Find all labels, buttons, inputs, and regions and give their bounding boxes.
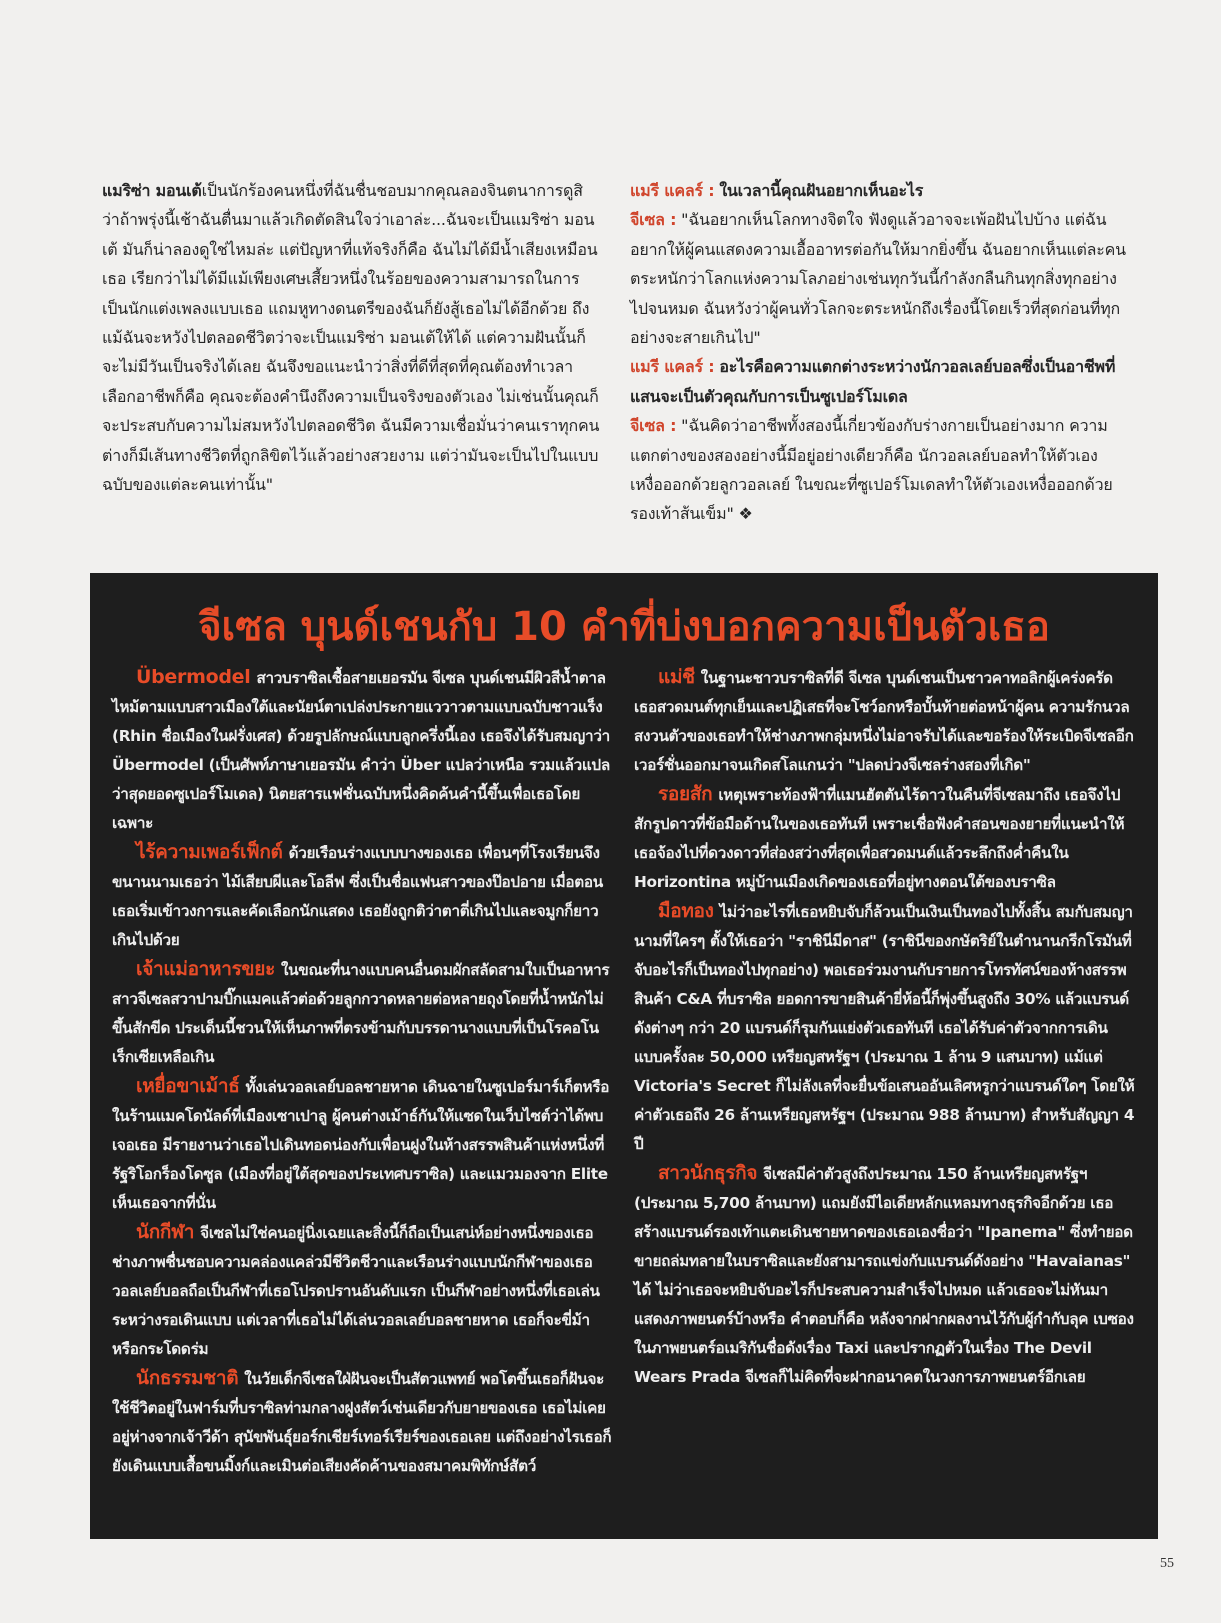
question-text: อะไรคือความแตกต่างระหว่างนักวอลเลย์บอลซึ่งเป็นอาชีพที่แสนจะเป็นตัวคุณกับการเป็นซูเปอร์โมเดล [630, 357, 1116, 406]
speaker-label: จีเซล : [630, 210, 677, 230]
sidebar-entry [112, 1364, 614, 1481]
entry-keyword: เหยื่อขาเม้าธ์ [136, 1075, 240, 1097]
sidebar-left-column [112, 663, 614, 1481]
question-2 [630, 352, 1130, 411]
sidebar-title: จีเซล บุนด์เชนกับ 10 คำที่บ่งบอกความเป็นตัวเธอ [198, 604, 1050, 650]
paragraph-text: เป็นนักร้องคนหนึ่งที่ฉันชื่นชอบมากคุณลองจินตนาการดูสิว่าถ้าพรุ่งนี้เช้าฉันตื่นมาแล้วเกิดตัดสินใจว่าเอาล่ะ...ฉันจะเป็นแมริซ่า มอนเต้ มันก็น่าลองดูใช่ไหมล่ะ แต่ปัญหาที่แท้จริงก็คือ ฉันไม่ได้มีน้ำเสียงเหมือนเธอ เรียกว่าไม่ได้มีแม้เพียงเศษเสี้ยวหนึ่งในร้อยของความสามารถในการเป็นนักแต่งเพลงแบบเธอ แถมหูทางดนตรีของฉันก็ยังสู้เธอไม่ได้อีกด้วย ถึงแม้ฉันจะหวังไปตลอดชีวิตว่าจะเป็นแมริซ่า มอนเต้ให้ได้ แต่ความฝันนั้นก็จะไม่มีวันเป็นจริงได้เลย ฉันจึงขอแนะนำว่าสิ่งที่ดีที่สุดที่คุณต้องทำเวลาเลือกอาชีพก็คือ คุณจะต้องคำนึงถึงความเป็นจริงของตัวเอง ไม่เช่นนั้นคุณก็จะประสบกับความไม่สมหวังไปตลอดชีวิต ฉันมีความเชื่อมั่นว่าคนเราทุกคนต่างก็มีเส้นทางชีวิตที่ถูกลิขิตไว้แล้วอย่างสวยงาม แต่ว่ามันจะเป็นไปในแบบฉบับของแต่ละคนเท่านั้น" [102, 181, 600, 495]
sidebar-columns [112, 663, 1136, 1481]
answer-2 [630, 411, 1130, 529]
article-left-column [102, 176, 600, 499]
question-1 [630, 176, 1130, 205]
entry-text: ในขณะที่นางแบบคนอื่นดมผักสลัดสามใบเป็นอาหาร สาวจีเซลสวาปามบิ๊กแมคแล้วต่อด้วยลูกกวาดหลายต่อหลายถุงโดยที่น้ำหนักไม่ขึ้นสักขีด ประเด็นนี้ชวนให้เห็นภาพที่ตรงข้ามกับบรรดานางแบบที่เป็นโรคอโนเร็กเซียเหลือเกิน [112, 961, 610, 1066]
paragraph [102, 176, 600, 499]
entry-keyword: นักกีฬา [136, 1221, 195, 1243]
sidebar-entry [634, 780, 1136, 897]
sidebar-entry [112, 1072, 614, 1218]
sidebar-entry [634, 1159, 1136, 1392]
speaker-label: แมรี แคลร์ : [630, 357, 715, 377]
sidebar-entry [112, 838, 614, 955]
entry-text: ไม่ว่าอะไรที่เธอหยิบจับก็ล้วนเป็นเงินเป็นทองไปทั้งสิ้น สมกับสมญานามที่ใครๆ ตั้งให้เธอว่า "ราชินีมีดาส" (ราชินีของกษัตริย์ในตำนานกรีกโรมันที่จับอะไรก็เป็นทองไปทุกอย่าง) พอเธอร่วมงานกับรายการโทรทัศน์ของห้างสรรพสินค้า C&A ที่บราซิล ยอดการขายสินค้ายี่ห้อนี้ก็พุ่งขึ้นสูงถึง 30% แล้วแบรนด์ดังต่างๆ กว่า 20 แบรนด์ก็รุมกันแย่งตัวเธอทันที เธอได้รับค่าตัวจากการเดินแบบครั้งละ 50,000 เหรียญสหรัฐฯ (ประมาณ 1 ล้าน 9 แสนบาท) แม้แต่ Victoria's Secret ก็ไม่ลังเลที่จะยื่นข้อเสนออันเลิศหรูกว่าแบรนด์ใดๆ โดยให้ค่าตัวเธอถึง 26 ล้านเหรียญสหรัฐฯ (ประมาณ 988 ล้านบาท) สำหรับสัญญา 4 ปี [634, 903, 1135, 1153]
sidebar-box [90, 573, 1158, 1539]
entry-keyword: Übermodel [136, 666, 251, 688]
entry-text: ในฐานะชาวบราซิลที่ดี จีเซล บุนด์เชนเป็นชาวคาทอลิกผู้เคร่งครัด เธอสวดมนต์ทุกเย็นและปฏิเสธที่จะโชว์อกหรือบั้นท้ายต่อหน้าผู้คน ความรักนวลสงวนตัวของเธอทำให้ช่างภาพกลุ่มหนึ่งไม่อาจรับได้และขอร้องให้ระเบิดจีเซลอีกเวอร์ชั่นออกมาจนเกิดสโลแกนว่า "ปลดบ่วงจีเซลร่างสองที่เกิด" [634, 669, 1134, 774]
answer-text: "ฉันอยากเห็นโลกทางจิตใจ ฟังดูแล้วอาจจะเพ้อฝันไปบ้าง แต่ฉันอยากให้ผู้คนแสดงความเอื้ออาทรต่อกันให้มากยิ่งขึ้น ฉันอยากเห็นแต่ละคนตระหนักว่าโลกแห่งความโลภอย่างเช่นทุกวันนี้กำลังกลืนกินทุกสิ่งทุกอย่างไปจนหมด ฉันหวังว่าผู้คนทั่วโลกจะตระหนักถึงเรื่องนี้โดยเร็วที่สุดก่อนที่ทุกอย่างจะสายเกินไป" [630, 210, 1126, 348]
sidebar-entry [112, 663, 614, 838]
entry-keyword: รอยสัก [658, 783, 713, 805]
article-right-column [630, 176, 1130, 529]
lead-name: แมริซ่า มอนเต้ [102, 181, 202, 200]
entry-keyword: เจ้าแม่อาหารขยะ [136, 958, 275, 980]
sidebar-right-column [634, 663, 1136, 1481]
entry-text: จีเซลมีค่าตัวสูงถึงประมาณ 150 ล้านเหรียญสหรัฐฯ (ประมาณ 5,700 ล้านบาท) แถมยังมีไอเดียหลักแหลมทางธุรกิจอีกด้วย เธอสร้างแบรนด์รองเท้าแตะเดินชายหาดของเธอเองชื่อว่า "Ipanema" ซึ่งทำยอดขายถล่มทลายในบราซิลและยังสามารถแข่งกับแบรนด์ดังอย่าง "Havaianas" ได้ ไม่ว่าเธอจะหยิบจับอะไรก็ประสบความสำเร็จไปหมด แล้วเธอจะไม่หันมาแสดงภาพยนตร์บ้างหรือ คำตอบก็คือ หลังจากฝากผลงานไว้กับผู้กำกับลุค เบซองในภาพยนตร์อเมริกันชื่อดังเรื่อง Taxi และปรากฏตัวในเรื่อง The Devil Wears Prada จีเซลก็ไม่คิดที่จะฝากอนาคตในวงการภาพยนตร์อีกเลย [634, 1165, 1134, 1386]
speaker-label: แมรี แคลร์ : [630, 181, 715, 200]
entry-text: จีเซลไม่ใช่คนอยู่นิ่งเฉยและสิ่งนี้ก็ถือเป็นเสน่ห์อย่างหนึ่งของเธอ ช่างภาพชื่นชอบความคล่องแคล่วมีชีวิตชีวาและเรือนร่างแบบนักกีฬาของเธอ วอลเลย์บอลถือเป็นกีฬาที่เธอโปรดปรานอันดับแรก เป็นกีฬาอย่างหนึ่งที่เธอเล่นระหว่างรอเดินแบบ แต่เวลาที่เธอไม่ได้เล่นวอลเลย์บอลชายหาด เธอก็จะขี่ม้าหรือกระโดดร่ม [112, 1224, 600, 1358]
entry-text: ในวัยเด็กจีเซลใฝ่ฝันจะเป็นสัตวแพทย์ พอโตขึ้นเธอก็ฝันจะใช้ชีวิตอยู่ในฟาร์มที่บราซิลท่ามกลางฝูงสัตว์เช่นเดียวกับยายของเธอ เธอไม่เคยอยู่ห่างจากเจ้าวีด้า สุนัขพันธุ์ยอร์กเชียร์เทอร์เรียร์ของเธอเลย แต่ถึงอย่างไรเธอก็ยังเดินแบบเสื้อขนมิ้งก์และเมินต่อเสียงคัดค้านของสมาคมพิทักษ์สัตว์ [112, 1370, 612, 1475]
entry-keyword: ไร้ความเพอร์เฟ็กต์ [136, 841, 283, 863]
entry-text: เหตุเพราะท้องฟ้าที่แมนฮัตตันไร้ดาวในคืนที่จีเซลมาถึง เธอจึงไปสักรูปดาวที่ข้อมือด้านในของเธอทันที เพราะเชื่อฟังคำสอนของยายที่แนะนำให้เธอจ้องไปที่ดวงดาวที่ส่องสว่างที่สุดเพื่อสวดมนต์แล้วระลึกถึงค่ำคืนใน Horizontina หมู่บ้านเมืองเกิดของเธอที่อยู่ทางตอนใต้ของบราซิล [634, 786, 1125, 891]
sidebar-entry [634, 897, 1136, 1159]
entry-keyword: นักธรรมชาติ [136, 1367, 239, 1389]
page-number: 55 [1160, 1556, 1174, 1571]
entry-text: ทั้งเล่นวอลเลย์บอลชายหาด เดินฉายในซูเปอร์มาร์เก็ตหรือในร้านแมคโดนัลด์ที่เมืองเซาเปาลู ผู้คนต่างเม้าธ์กันให้แซดในเว็บไซต์ว่าได้พบเจอเธอ มีรายงานว่าเธอไปเดินทอดน่องกับเพื่อนฝูงในห้างสรรพสินค้าแห่งหนึ่งที่รัฐริโอกร็องโดซูล (เมืองที่อยู่ใต้สุดของประเทศบราซิล) และแมวมองจาก Elite เห็นเธอจากที่นั่น [112, 1078, 610, 1212]
entry-text: ด้วยเรือนร่างแบบบางของเธอ เพื่อนๆที่โรงเรียนจึงขนานนามเธอว่า ไม้เสียบผีและโอลีฟ ซึ่งเป็นชื่อแฟนสาวของป๊อปอาย เมื่อตอนเธอเริ่มเข้าวงการและคัดเลือกนักแสดง เธอยังถูกติว่าตาตี่เกินไปและจมูกก็ยาวเกินไปด้วย [112, 844, 603, 949]
entry-keyword: มือทอง [658, 900, 714, 922]
entry-keyword: สาวนักธุรกิจ [658, 1162, 758, 1184]
question-text: ในเวลานี้คุณฝันอยากเห็นอะไร [719, 181, 924, 200]
speaker-label: จีเซล : [630, 416, 677, 436]
answer-text: "ฉันคิดว่าอาชีพทั้งสองนี้เกี่ยวข้องกับร่างกายเป็นอย่างมาก ความแตกต่างของสองอย่างนี้มีอยู่อย่างเดียวก็คือ นักวอลเลย์บอลทำให้ตัวเองเหงื่อออกด้วยลูกวอลเลย์ ในขณะที่ซูเปอร์โมเดลทำให้ตัวเองเหงื่อออกด้วยรองเท้าส้นเข็ม" ❖ [630, 416, 1113, 524]
entry-keyword: แม่ชี [658, 666, 695, 688]
answer-1 [630, 205, 1130, 352]
sidebar-entry [112, 1218, 614, 1364]
sidebar-entry [634, 663, 1136, 780]
entry-text: สาวบราซิลเชื้อสายเยอรมัน จีเซล บุนด์เชนมีผิวสีน้ำตาลไหม้ตามแบบสาวเมืองใต้และนัยน์ตาเปล่งประกายแววาวตามแบบฉบับชาวแร็ง (Rhin ชื่อเมืองในฝรั่งเศส) ด้วยรูปลักษณ์แบบลูกครึ่งนี้เอง เธอจึงได้รับสมญาว่า Übermodel (เป็นศัพท์ภาษาเยอรมัน คำว่า Über แปลว่าเหนือ รวมแล้วแปลว่าสุดยอดซูเปอร์โมเดล) นิตยสารแฟชั่นฉบับหนึ่งคิดค้นคำนี้ขึ้นเพื่อเธอโดยเฉพาะ [112, 669, 610, 832]
sidebar-entry [112, 955, 614, 1072]
